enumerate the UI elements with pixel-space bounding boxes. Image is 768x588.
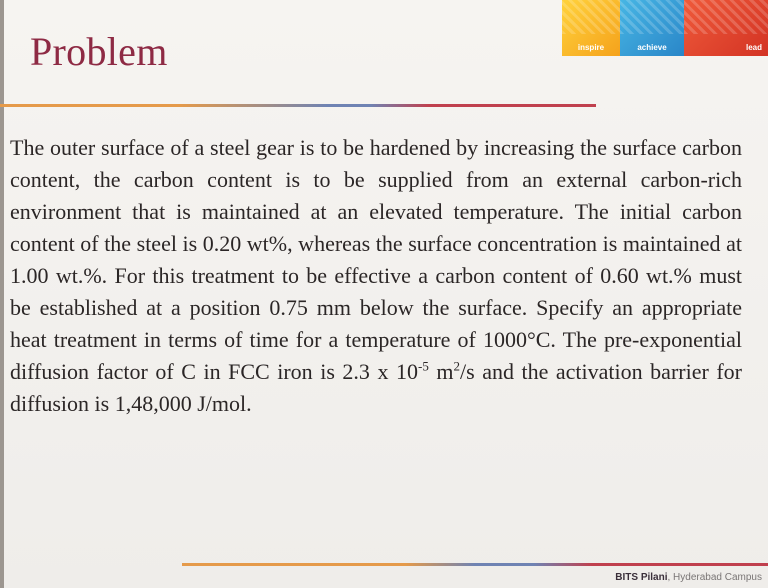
logo-tile-lead bbox=[684, 0, 768, 56]
problem-text-part3: /s and the activation barrier for diffusion is 1,48,000 J/mol. bbox=[10, 359, 742, 416]
slide-left-edge bbox=[0, 0, 4, 588]
exponent-2: 2 bbox=[453, 358, 460, 374]
logo-tile-inspire bbox=[562, 0, 620, 56]
logo-tile-label: inspire bbox=[577, 43, 605, 52]
footer-brand-campus: , Hyderabad Campus bbox=[667, 572, 762, 583]
logo-tile-achieve bbox=[620, 0, 684, 56]
problem-text-part1: The outer surface of a steel gear is to be hardened by increasing the surface carbon content, the carbon content is to be supplied from an external carbon-rich environment that is maintained at an elevated temperature. The initial carbon content of the steel is 0.20 wt%, whereas the surface concentration is maintained at 1.00 wt.%. For this treatment to be effective a carbon content of 0.60 wt.% must be established at a position 0.75 mm below the surface. Specify an appropriate heat treatment in terms of time for a temperature of 1000°C. The pre-exponential diffusion factor of C in FCC iron is 2.3 x 10 bbox=[10, 135, 742, 384]
logo-tile-label: lead bbox=[745, 43, 762, 52]
university-logo-banner bbox=[562, 0, 768, 56]
problem-text-part2: m bbox=[428, 359, 454, 384]
footer-divider bbox=[182, 563, 768, 566]
problem-statement bbox=[10, 132, 742, 420]
footer-brand bbox=[615, 572, 762, 583]
logo-tile-label: achieve bbox=[637, 43, 667, 52]
slide-title: Problem bbox=[30, 29, 168, 74]
exponent-1: -5 bbox=[417, 358, 429, 374]
header-divider bbox=[0, 104, 596, 107]
footer-brand-name: BITS Pilani bbox=[615, 572, 668, 583]
